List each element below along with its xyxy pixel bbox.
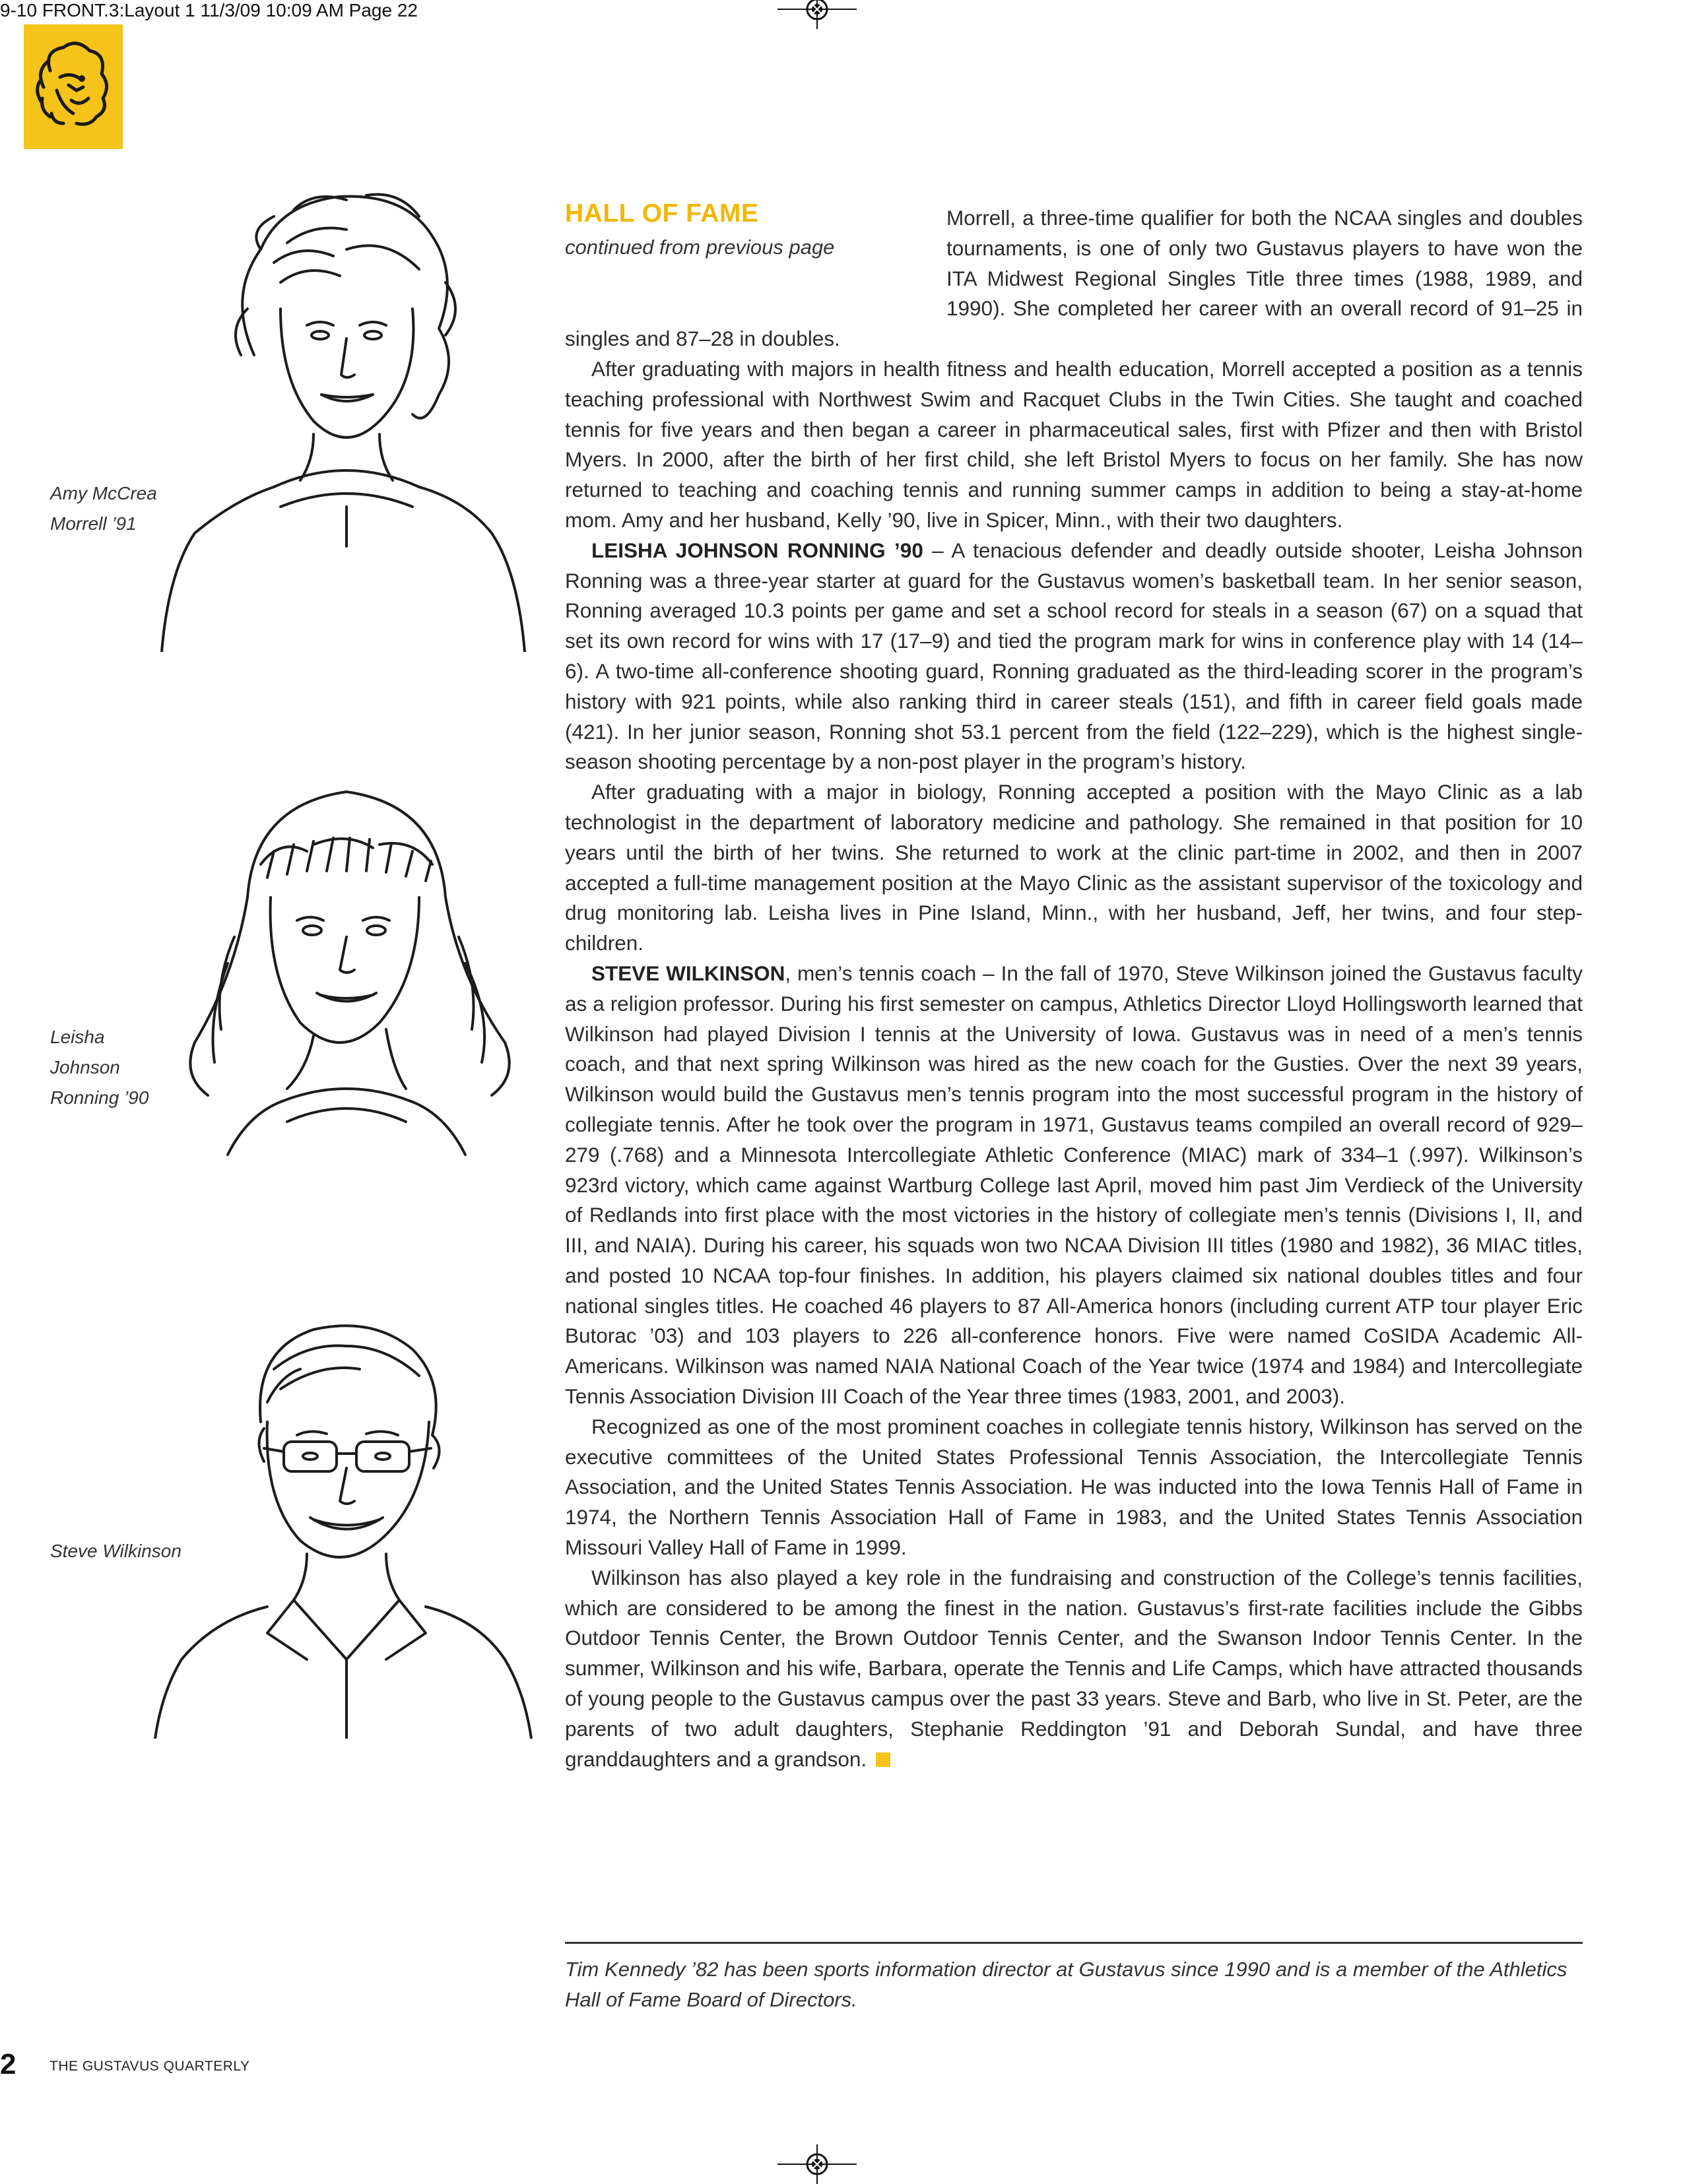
- registration-mark-bottom-icon: [777, 2144, 857, 2184]
- paragraph: After graduating with a major in biology, Ronning accepted a position with the Mayo Clinic as a lab technologist in the department of laboratory medicine and pathology. She remained in that position for 10 years until the birth of her twins. She returned to work at the clinic part-time in 2002, and then in 2007 accepted a full-time management position at the Mayo Clinic as the assistant supervisor of the toxicology and drug monitoring lab. Leisha lives in Pine Island, Minn., with her husband, Jeff, her twins, and four step-children.: [565, 780, 1583, 955]
- paragraph: [565, 959, 1583, 1412]
- portrait-leisha-ronning: [148, 765, 538, 1174]
- caption-line: Leisha: [50, 1027, 105, 1047]
- portrait-steve-wilkinson: [148, 1290, 538, 1739]
- paragraph: Morrell, a three-time qualifier for both the NCAA singles and doubles tournaments, is one of only two Gustavus players to have won the ITA Midwest Regional Singles Title three times (1988, 1989, and 1990). She completed her career with an overall record of 91–25 in singles and 87–28 in doubles.: [565, 206, 1583, 351]
- continued-note: continued from previous page: [565, 236, 835, 259]
- inductee-name: LEISHA JOHNSON RONNING ’90: [591, 538, 923, 562]
- paragraph: [565, 536, 1583, 777]
- end-mark-icon: [876, 1752, 890, 1767]
- author-byline: Tim Kennedy ’82 has been sports information director at Gustavus since 1990 and is a member of the Athletics Hall of Fame Board of Directors.: [565, 1958, 1568, 2011]
- caption-leisha-ronning: [50, 1022, 148, 1113]
- paragraph: Recognized as one of the most prominent coaches in collegiate tennis history, Wilkinson has served on the executive committees of the United States Professional Tennis Association, the Intercollegiate Tennis Association, and the United States Tennis Association. He was inducted into the Iowa Tennis Hall of Fame in 1974, the Northern Tennis Association Hall of Fame in 1983, and the United States Tennis Association Missouri Valley Hall of Fame in 1999.: [565, 1414, 1583, 1560]
- caption-line: Amy McCrea: [50, 483, 157, 503]
- caption-line: Johnson: [50, 1057, 120, 1077]
- caption-line: Morrell ’91: [50, 513, 137, 534]
- section-title: HALL OF FAME: [565, 199, 759, 228]
- caption-line: Ronning ’90: [50, 1087, 149, 1108]
- paragraph-text: Wilkinson has also played a key role in the fundraising and construction of the College’s tennis facilities, which are considered to be among the finest in the nation. Gustavus’s first-rate facilities include the Gibbs Outdoor Tennis Center, the Brown Outdoor Tennis Center, and the Swanson Indoor Tennis Center. In the summer, Wilkinson and his wife, Barbara, operate the Tennis and Life Camps, which have attracted thousands of young people to the Gustavus campus over the past 33 years. Steve and Barb, who live in St. Peter, are the parents of two adult daughters, Stephanie Reddington ’91 and Deborah Sundal, and have three granddaughters and a grandson.: [565, 1565, 1583, 1771]
- paragraph: [565, 1563, 1583, 1775]
- lion-head-icon: [24, 24, 123, 149]
- lion-logo: [24, 24, 123, 149]
- byline-divider: [565, 1942, 1583, 1944]
- caption-amy-morrell: [50, 478, 157, 539]
- heading-spacer: [565, 203, 946, 294]
- slug-line: 9-10 FRONT.3:Layout 1 11/3/09 10:09 AM Page 22: [0, 0, 418, 20]
- paragraph-text: , men’s tennis coach – In the fall of 1970, Steve Wilkinson joined the Gustavus faculty as a religion professor. During his first semester on campus, Athletics Director Lloyd Hollingsworth learned that Wilkinson had played Division I tennis at the University of Iowa. Gustavus was in need of a men’s tennis coach, and that next spring Wilkinson was hired as the new coach for the Gusties. Over the next 39 years, Wilkinson would build the Gustavus men’s tennis program into the most successful program in the history of collegiate tennis. After he took over the program in 1971, Gustavus teams compiled an overall record of 929–279 (.768) and a Minnesota Intercollegiate Athletic Conference (MIAC) mark of 334–1 (.997). Wilkinson’s 923rd victory, which came against Wartburg College last April, moved him past Jim Verdieck of the University of Redlands into first place with the most victories in the history of collegiate men’s tennis (Divisions I, II, and III, and NAIA). During his career, his squads won two NCAA Division III titles (1980 and 1982), 36 MIAC titles, and posted 10 NCAA top-four finishes. In addition, his players claimed six national doubles titles and four national singles titles. He coached 46 players to 87 All-America honors (including current ATP tour player Eric Butorac ’03) and 103 players to 226 all-conference honors. Five were named CoSIDA Academic All-Americans. Wilkinson was named NAIA National Coach of the Year twice (1974 and 1984) and Intercollegiate Tennis Association Division III Coach of the Year three times (1983, 2001, and 2003).: [565, 961, 1583, 1409]
- caption-steve-wilkinson: Steve Wilkinson: [50, 1541, 182, 1561]
- article-body: [565, 203, 1583, 1774]
- publication-title: THE GUSTAVUS QUARTERLY: [50, 2059, 250, 2074]
- paragraph: After graduating with majors in health fitness and health education, Morrell accepted a position as a tennis teaching professional with Northwest Swim and Racquet Clubs in the Twin Cities. She taught and coached tennis for five years and then began a career in pharmaceutical sales, first with Pfizer and then with Bristol Myers. In 2000, after the birth of her first child, she left Bristol Myers to focus on her family. She has now returned to teaching and coaching tennis and running summer camps in addition to being a stay-at-home mom. Amy and her husband, Kelly ’90, live in Spicer, Minn., with their two daughters.: [565, 356, 1583, 532]
- paragraph-text: – A tenacious defender and deadly outside shooter, Leisha Johnson Ronning was a three-year starter at guard for the Gustavus women’s basketball team. In her senior season, Ronning averaged 10.3 points per game and set a school record for steals in a season (67) on a squad that set its own record for wins with 17 (17–9) and tied the program mark for wins in conference play with 14 (14–6). A two-time all-conference shooting guard, Ronning graduated as the third-leading scorer in the program’s history with 921 points, while also ranking third in career steals (151), and fifth in career field goals made (421). In her junior season, Ronning shot 53.1 percent from the field (122–229), which is the highest single-season shooting percentage by a non-post player in the program’s history.: [565, 538, 1583, 774]
- inductee-name: STEVE WILKINSON: [591, 961, 785, 985]
- portrait-amy-morrell: [148, 177, 538, 652]
- registration-mark-top-icon: [777, 0, 857, 29]
- page-number: 2: [0, 2048, 16, 2080]
